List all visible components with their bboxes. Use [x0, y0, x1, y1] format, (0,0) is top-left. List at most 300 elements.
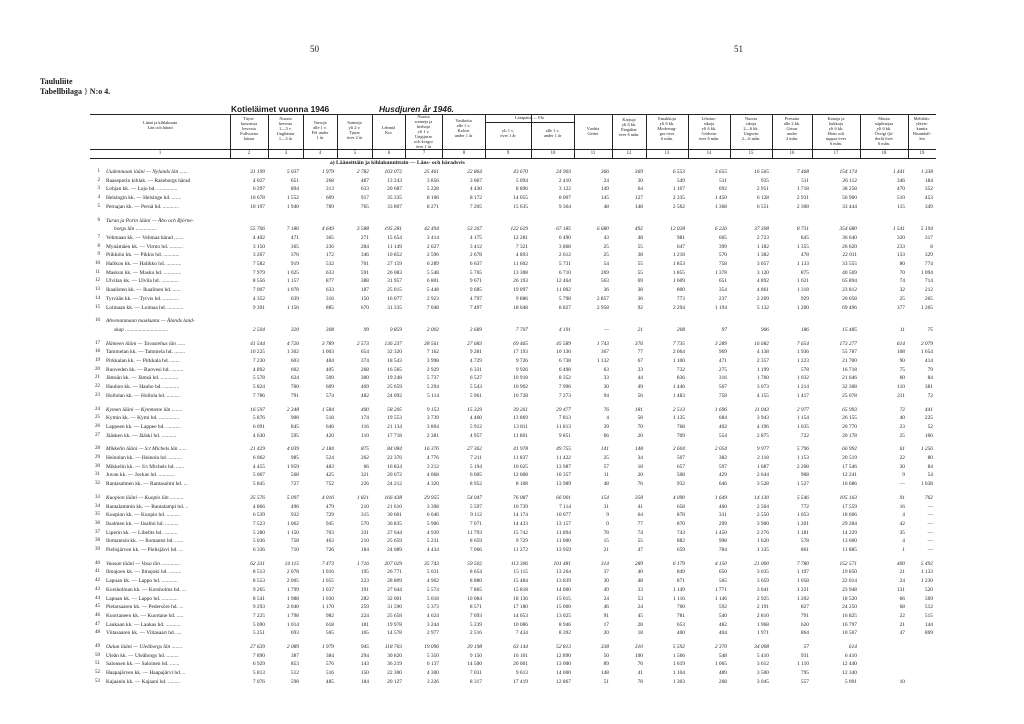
table-cell: 784	[718, 547, 727, 553]
table-cell: 3 943	[756, 415, 769, 422]
table-cell: 4 957	[469, 432, 482, 439]
table-cell: 2 064	[672, 349, 685, 356]
row-label: Uudenmaan lääni — Nylands län ......	[106, 169, 188, 175]
table-cell: 127	[634, 195, 643, 202]
table-cell: 2 118	[757, 455, 769, 461]
table-cell: 75	[899, 366, 905, 373]
table-cell: 72	[927, 392, 933, 399]
table-cell: 358	[634, 494, 643, 501]
table-cell: 4	[902, 538, 905, 545]
table-cell: 84 084	[387, 446, 402, 453]
table-cell: 29 477	[556, 406, 571, 413]
table-cell: 72	[899, 406, 905, 413]
table-cell: 313	[325, 186, 334, 193]
column-number: 8	[462, 151, 466, 156]
table-cell: 2 208	[796, 463, 809, 470]
table-cell: 1 133	[796, 261, 809, 267]
column-number: 4	[318, 151, 322, 156]
table-cell: 210	[360, 538, 369, 545]
row-number: 15	[95, 304, 100, 310]
table-cell: 3 267	[252, 252, 265, 259]
livestock-table	[90, 114, 936, 700]
table-cell: 2 875	[756, 432, 769, 439]
table-cell: 16 718	[842, 366, 857, 373]
table-cell: 8 946	[558, 621, 571, 628]
row-label: Hollolan kk. — Hollola hd. ..........	[106, 392, 181, 399]
table-cell: 2 782	[356, 169, 369, 175]
table-cell: 331	[360, 529, 369, 536]
table-cell: 8 271	[426, 203, 439, 210]
table-cell: 4 939	[426, 529, 439, 536]
row-label: Helsingin kk. — Helsinge hd. .......	[106, 195, 182, 202]
table-cell: 9 281	[469, 349, 482, 356]
table-cell: 565	[325, 630, 334, 637]
table-cell: 19 248	[387, 375, 402, 382]
table-cell: 108	[896, 349, 905, 356]
table-cell: 10	[899, 678, 905, 685]
table-cell: 76	[637, 661, 643, 668]
table-cell: 59 502	[467, 560, 482, 567]
table-cell: 74	[899, 278, 905, 285]
table-cell: 8 896	[515, 186, 528, 193]
table-cell: 10 086	[513, 621, 528, 628]
table-cell: 8 317	[469, 678, 482, 685]
table-cell: 2 596	[426, 252, 439, 259]
table-cell: 6 490	[558, 234, 571, 241]
table-cell: 1 566	[672, 652, 685, 659]
table-cell: 4 138	[756, 349, 769, 356]
row-number: 52	[95, 670, 100, 676]
table-cell: 60	[899, 375, 905, 382]
table-cell: 31 590	[387, 604, 402, 611]
table-cell: 2 923	[426, 295, 439, 302]
table-cell: 8 172	[469, 195, 482, 202]
table-cell: 12 028	[670, 226, 685, 233]
table-cell: 369	[634, 169, 643, 175]
table-cell: 1 194	[714, 304, 727, 311]
table-cell: —	[927, 520, 933, 527]
table-cell: 3 244	[426, 621, 439, 628]
row-label: Juvan kk. — Jockas hd. ............	[106, 472, 175, 479]
table-cell: 56 900	[842, 195, 857, 202]
table-cell: 384	[325, 652, 334, 659]
table-cell: 15	[603, 538, 609, 545]
table-cell: 1 116	[673, 595, 685, 602]
table-cell: 48	[603, 481, 609, 488]
table-cell: 5 813	[252, 670, 265, 677]
table-cell: 63	[603, 366, 609, 373]
table-cell: 42	[899, 520, 905, 527]
table-cell: 6 336	[252, 547, 265, 553]
table-cell: 143	[360, 661, 369, 668]
table-cell: 14 053	[513, 612, 528, 619]
table-cell: 3 998	[426, 358, 439, 364]
table-cell: 136 237	[384, 340, 402, 347]
table-cell: 3 073	[756, 384, 769, 391]
table-cell: 13 869	[513, 415, 528, 422]
table-cell: 2 191	[756, 604, 769, 611]
table-cell: 110	[897, 384, 905, 391]
table-cell: 259	[360, 604, 369, 611]
table-cell: 639	[290, 295, 299, 302]
table-cell: 148	[600, 670, 609, 677]
table-cell: 3 057	[756, 261, 769, 267]
table-cell: 30	[603, 384, 609, 391]
table-cell: 8 106	[426, 195, 439, 202]
table-rule	[90, 158, 936, 159]
table-cell: 17 180	[513, 604, 528, 611]
table-cell: 1 552	[286, 195, 299, 202]
table-cell: 0	[606, 520, 609, 527]
table-cell: 15 329	[467, 406, 482, 413]
table-cell: 569	[924, 595, 933, 602]
table-cell: 1 687	[756, 463, 769, 470]
table-cell: 727	[290, 481, 299, 488]
table-cell: 39 261	[513, 406, 528, 413]
table-cell: 11 043	[754, 406, 769, 413]
table-cell: 8 541	[252, 595, 265, 602]
table-cell: 414	[924, 358, 933, 364]
header-cell: Nuoria hevosia 1—3 v. Unghästar 1—3 år	[276, 116, 295, 141]
table-cell: 36 219	[387, 661, 402, 668]
table-cell: 11 149	[387, 243, 402, 250]
table-cell: 929	[800, 295, 809, 302]
table-cell: 7 707	[515, 326, 528, 333]
table-cell: 1 055	[321, 578, 334, 585]
table-cell: 565	[718, 578, 727, 585]
table-cell: 4 016	[321, 494, 334, 501]
table-cell: 354 680	[839, 226, 857, 233]
table-cell: 1 104	[672, 670, 685, 677]
table-cell: 26 620	[842, 243, 857, 250]
row-label: Tammelan kk. — Tammela hd. ........	[106, 349, 185, 356]
row-label: Kymin kk. — Kymi hd. ...............	[106, 415, 180, 422]
table-cell: 22 376	[387, 455, 402, 461]
table-cell: 6 062	[252, 455, 265, 461]
table-cell: 1 150	[286, 529, 299, 536]
table-cell: 567	[718, 384, 727, 391]
table-cell: 400	[896, 560, 905, 567]
table-cell: 1 003	[321, 349, 334, 356]
table-cell: 520	[924, 586, 933, 593]
table-cell: 1	[902, 547, 905, 553]
table-cell: 282	[360, 595, 369, 602]
table-cell: 15 484	[513, 578, 528, 585]
table-cell: 8 654	[469, 569, 482, 576]
table-cell: 34	[637, 455, 643, 461]
table-cell: 16 077	[387, 295, 402, 302]
table-cell: 6 738	[558, 358, 571, 364]
table-cell: 66	[363, 463, 369, 470]
table-cell: 714	[924, 278, 933, 285]
tag-line1: Taululiite	[40, 77, 73, 86]
table-cell: 32 320	[387, 349, 402, 356]
row-number: 46	[95, 612, 100, 618]
lampaita-subrule	[485, 122, 574, 123]
table-cell: 7 473	[321, 560, 334, 567]
table-cell: 5 097	[286, 494, 299, 501]
table-cell: 26 155	[842, 415, 857, 422]
table-cell: 211	[897, 392, 905, 399]
table-cell: 14 115	[284, 560, 299, 567]
table-cell: 1 030	[321, 595, 334, 602]
table-cell: 30	[899, 463, 905, 470]
table-cell: 985	[290, 455, 299, 461]
table-cell: 16 825	[842, 612, 857, 619]
table-cell: 8 827	[558, 304, 571, 311]
table-cell: 762	[924, 494, 933, 501]
table-cell: 18 136	[513, 595, 528, 602]
table-cell: 69 496	[842, 304, 857, 311]
row-number: 35	[95, 512, 100, 518]
table-cell: 21 610	[387, 503, 402, 510]
table-cell: 101 481	[553, 560, 571, 567]
row-number: 31	[95, 472, 100, 478]
table-cell: 387	[290, 652, 299, 659]
table-cell: 55 706	[250, 226, 265, 233]
table-cell: 24 903	[556, 169, 571, 175]
table-cell: 9 886	[515, 295, 528, 302]
table-cell: 25	[899, 295, 905, 302]
table-cell: 14 433	[513, 520, 528, 527]
row-number: 26	[95, 423, 100, 429]
table-cell: 2 184	[321, 446, 334, 453]
table-cell: 4 068	[426, 472, 439, 479]
table-cell: 8 571	[469, 604, 482, 611]
table-cell: 99	[363, 326, 369, 333]
table-cell: 878	[676, 512, 685, 519]
row-number: 19	[95, 358, 100, 363]
table-cell: 1 016	[321, 569, 334, 576]
table-cell: 18	[637, 630, 643, 637]
table-cell: 13 264	[556, 569, 571, 576]
table-cell: 570	[718, 252, 727, 259]
table-cell: 6 091	[252, 423, 265, 430]
table-cell: 25 078	[842, 392, 857, 399]
table-cell: 76	[637, 481, 643, 488]
table-cell: 1 654	[920, 349, 933, 356]
table-cell: 998	[718, 538, 727, 545]
table-cell: 11 801	[513, 432, 528, 439]
table-cell: 61	[899, 446, 905, 453]
table-cell: 100	[634, 652, 643, 659]
table-cell: 32	[899, 287, 905, 294]
table-cell: 150	[360, 670, 369, 677]
row-number: 1	[97, 169, 100, 174]
table-cell: 224	[360, 612, 369, 619]
table-cell: 113 306	[510, 560, 528, 567]
table-cell: 982	[325, 612, 334, 619]
table-cell: 207 029	[384, 560, 402, 567]
table-cell: 479	[325, 503, 334, 510]
table-cell: 969	[718, 349, 727, 356]
table-cell: 4 352	[252, 295, 265, 302]
table-cell: 1 025	[286, 269, 299, 276]
row-number: 8	[97, 243, 100, 249]
table-cell: 14 000	[556, 670, 571, 677]
table-cell: 10 025	[513, 463, 528, 470]
table-cell: 1 202	[796, 595, 809, 602]
table-cell: 17 419	[513, 678, 528, 685]
table-cell: 633	[325, 269, 334, 276]
table-cell: 2 308	[796, 203, 809, 210]
table-cell: 6 710	[558, 269, 571, 276]
table-cell: 33 555	[842, 261, 857, 267]
table-cell: 11	[900, 326, 905, 333]
table-cell: 25 658	[387, 612, 402, 619]
table-cell: 405	[325, 366, 334, 373]
table-cell: 2 612	[558, 252, 571, 259]
row-number: 22	[95, 384, 100, 390]
table-cell: 55	[637, 269, 643, 276]
table-cell: 5 543	[469, 384, 482, 391]
table-cell: 58	[637, 415, 643, 422]
page-number-left: 50	[310, 44, 319, 54]
table-cell: 400	[676, 630, 685, 637]
table-cell: 508	[676, 472, 685, 479]
table-cell: 429	[718, 472, 727, 479]
table-cell: 1 065	[714, 661, 727, 668]
table-cell: 1 649	[714, 494, 727, 501]
table-cell: 11 602	[513, 261, 528, 267]
table-cell: 4 892	[252, 366, 265, 373]
table-cell: —	[927, 503, 933, 510]
table-cell: 21	[899, 621, 905, 628]
table-cell: 2 054	[714, 446, 727, 453]
row-number: 5	[97, 203, 100, 209]
table-cell: 27 639	[250, 644, 265, 650]
table-cell: 4 861	[756, 287, 769, 294]
table-cell: 703	[325, 529, 334, 536]
table-cell: 14 578	[387, 630, 402, 637]
table-cell: 20	[637, 432, 643, 439]
table-cell: 5 845	[252, 481, 265, 488]
table-cell: 4 726	[286, 340, 299, 347]
table-cell: 5 548	[426, 269, 439, 276]
table-cell: 22 014	[842, 578, 857, 585]
table-cell: 27 362	[467, 446, 482, 453]
table-cell: 4	[902, 512, 905, 519]
row-number: 23	[95, 392, 100, 398]
table-cell: 4 630	[252, 432, 265, 439]
table-cell: 3 588	[356, 226, 369, 233]
table-cell: 165	[360, 630, 369, 637]
table-cell: 65 894	[842, 278, 857, 285]
table-cell: 1 230	[920, 578, 933, 585]
table-cell: 3 900	[756, 520, 769, 527]
table-cell: 30 601	[387, 512, 402, 519]
table-cell: 173 277	[839, 340, 857, 347]
table-cell: 482	[360, 392, 369, 399]
table-cell: 237	[718, 295, 727, 302]
table-cell: 10 077	[556, 512, 571, 519]
row-label: Pielisjärven kk. — Pielisjärvi hd. ...	[106, 547, 183, 553]
table-cell: 91	[899, 494, 905, 501]
table-cell: 2 269	[756, 295, 769, 302]
table-cell: 9 265	[252, 586, 265, 593]
table-cell: 5 373	[426, 604, 439, 611]
table-cell: 7 582	[252, 261, 265, 267]
table-cell: 853	[290, 661, 299, 668]
table-cell: 84	[927, 375, 933, 382]
table-cell: 614	[896, 340, 905, 347]
table-cell: 2 504	[252, 326, 265, 333]
table-cell: 463	[325, 538, 334, 545]
table-cell: 1 100	[672, 358, 685, 364]
table-cell: 149	[600, 186, 609, 193]
table-cell: 4 776	[426, 455, 439, 461]
table-cell: 16 565	[754, 169, 769, 175]
table-cell: 791	[290, 392, 299, 399]
table-cell: 524	[325, 455, 334, 461]
header-cell: Nuoria sikoja 2—6 kk. Ungsvin 2—6 mån.	[741, 116, 761, 141]
table-cell: 191	[360, 586, 369, 593]
table-cell: 6 289	[426, 261, 439, 267]
table-cell: 4 460	[469, 415, 482, 422]
table-cell: 1 584	[321, 406, 334, 413]
table-cell: 1 853	[672, 261, 685, 267]
column-divider	[574, 114, 575, 158]
table-cell: 1 014	[286, 621, 299, 628]
table-cell: 693	[290, 630, 299, 637]
table-cell: 3 739	[426, 415, 439, 422]
table-cell: 570	[360, 520, 369, 527]
table-cell: 1 979	[321, 169, 334, 175]
table-cell: 2 078	[286, 569, 299, 576]
table-cell: 484	[325, 358, 334, 364]
row-number: 13	[95, 287, 100, 293]
table-cell: 760	[676, 604, 685, 611]
row-number: 14	[95, 295, 100, 301]
table-cell: 21 700	[842, 358, 857, 364]
table-cell: 1 149	[672, 586, 685, 593]
row-label: Mikkelin lääni — S:t Michels län ......	[106, 446, 187, 453]
table-cell: 13 959	[556, 547, 571, 553]
table-cell: 518	[325, 415, 334, 422]
row-label: Loimaan kk. — Loimaa hd. ............	[106, 304, 184, 311]
row-label: Kuortaneen kk. — Kuortane hd. .....	[106, 612, 184, 619]
table-cell: 8 513	[252, 569, 265, 576]
table-cell: 7 273	[558, 392, 571, 399]
table-cell: 22 300	[387, 670, 402, 677]
table-cell: 1 154	[796, 415, 809, 422]
table-cell: 791	[800, 612, 809, 619]
table-cell: 77	[637, 349, 643, 356]
table-cell: 21 134	[387, 423, 402, 430]
table-cell: 1 214	[796, 384, 809, 391]
header-cell: Lehmiä Kor	[381, 125, 396, 135]
table-cell: 31 957	[387, 278, 402, 285]
table-cell: 5 796	[796, 446, 809, 453]
table-cell: 9 859	[389, 326, 402, 333]
table-cell: 487	[360, 177, 369, 184]
table-cell: 670	[360, 304, 369, 311]
table-cell: 4 430	[469, 186, 482, 193]
table-cell: 5 597	[469, 503, 482, 510]
table-cell: 1 441	[892, 169, 905, 175]
table-cell: 12 890	[556, 652, 571, 659]
table-cell: 24 250	[842, 604, 857, 611]
header-cell: yli 1 v. över 1 år	[500, 128, 516, 138]
table-cell: 90	[899, 358, 905, 364]
table-cell: 150	[360, 295, 369, 302]
table-cell: 1 153	[796, 455, 809, 461]
table-cell: 21 000	[754, 560, 769, 567]
row-number: 17	[95, 340, 100, 346]
table-cell: 35 576	[250, 494, 265, 501]
table-cell: 5 961	[469, 392, 482, 399]
table-cell: 4 196	[756, 423, 769, 430]
